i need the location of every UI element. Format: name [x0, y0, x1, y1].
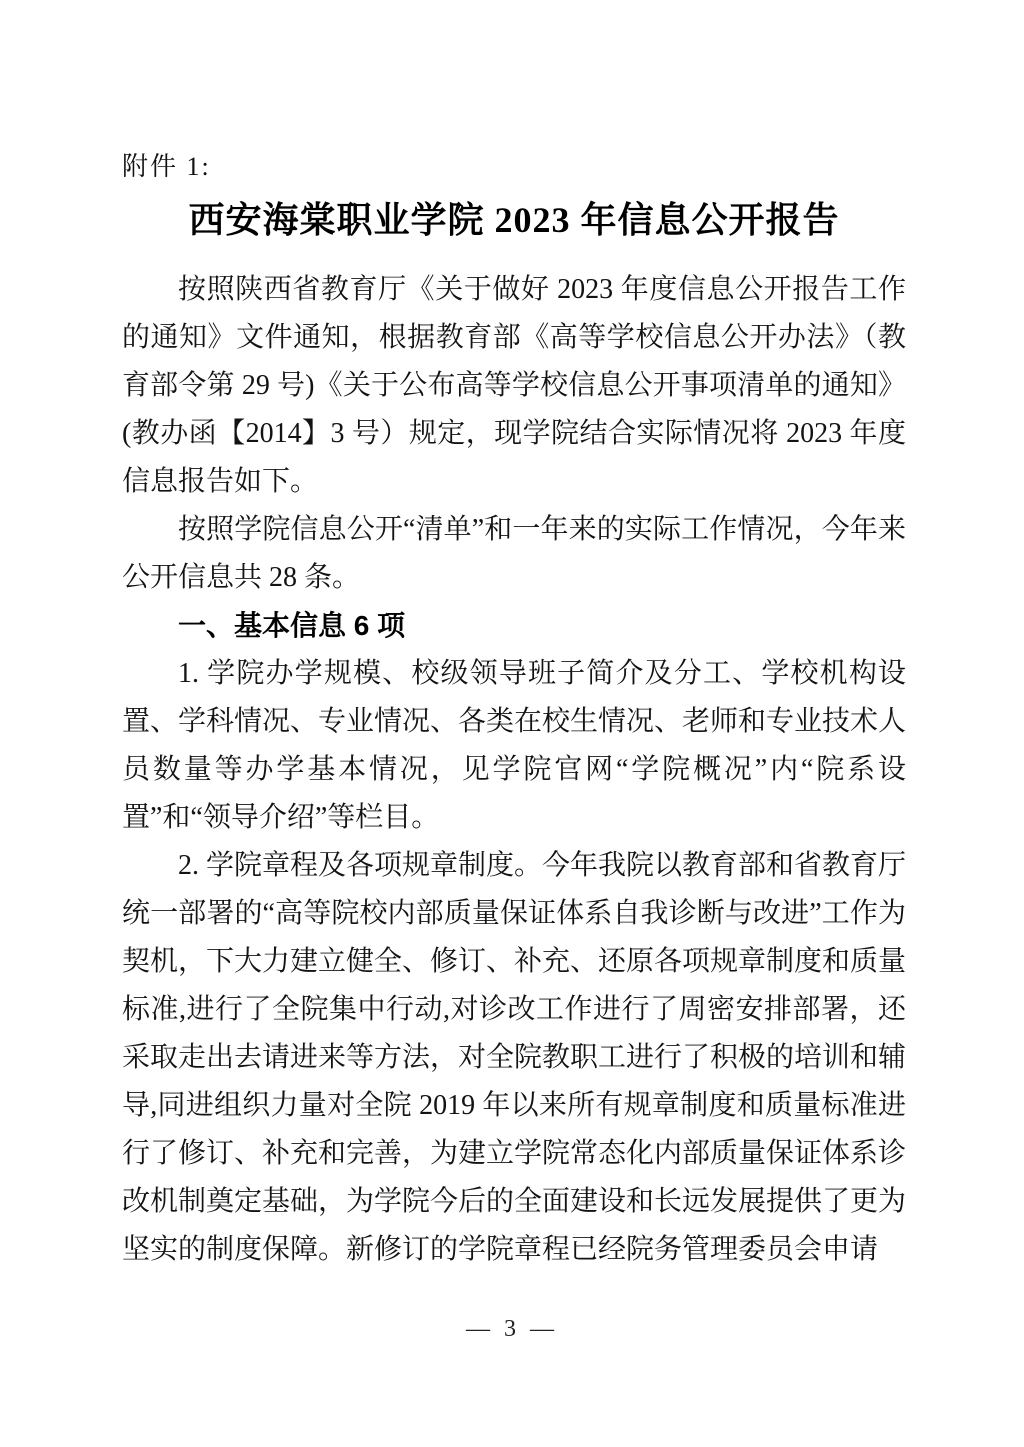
paragraph: 按照陕西省教育厅《关于做好 2023 年度信息公开报告工作的通知》文件通知，根据教育部《高等学校信息公开办法》（教育部令第 29 号)《关于公布高等学校信息公开事项清单的通知》(教办函【2014】3 号）规定，现学院结合实际情况将 2023 年度信息报告如下。 [122, 274, 906, 497]
paragraph: 2. 学院章程及各项规章制度。今年我院以教育部和省教育厅统一部署的“高等院校内部质量保证体系自我诊断与改进”工作为契机，下大力建立健全、修订、补充、还原各项规章制度和质量标准,进行了全院集中行动,对诊改工作进行了周密安排部署，还采取走出去请进来等方法，对全院教职工进行了积极的培训和辅导,同进组织力量对全院 2019 年以来所有规章制度和质量标准进行了修订、补充和完善，为建立学院常态化内部质量保证体系诊改机制奠定基础，为学院今后的全面建设和长远发展提供了更为坚实的制度保障。新修订的学院章程已经院务管理委员会申请 [122, 850, 907, 1265]
page-number: — 3 — [466, 1316, 558, 1342]
section-heading: 一、基本信息 6 项 [178, 610, 406, 641]
document-body [122, 266, 906, 1274]
paragraph: 1. 学院办学规模、校级领导班子简介及分工、学校机构设置、学科情况、专业情况、各类在校生情况、老师和专业技术人员数量等办学基本情况，见学院官网“学院概况”内“院系设置”和“领导介绍”等栏目。 [122, 658, 907, 833]
attachment-label: 附件 1: [122, 152, 211, 181]
paragraph: 按照学院信息公开“清单”和一年来的实际工作情况，今年来公开信息共 28 条。 [122, 514, 906, 593]
page-title: 西安海棠职业学院 2023 年信息公开报告 [188, 200, 840, 240]
